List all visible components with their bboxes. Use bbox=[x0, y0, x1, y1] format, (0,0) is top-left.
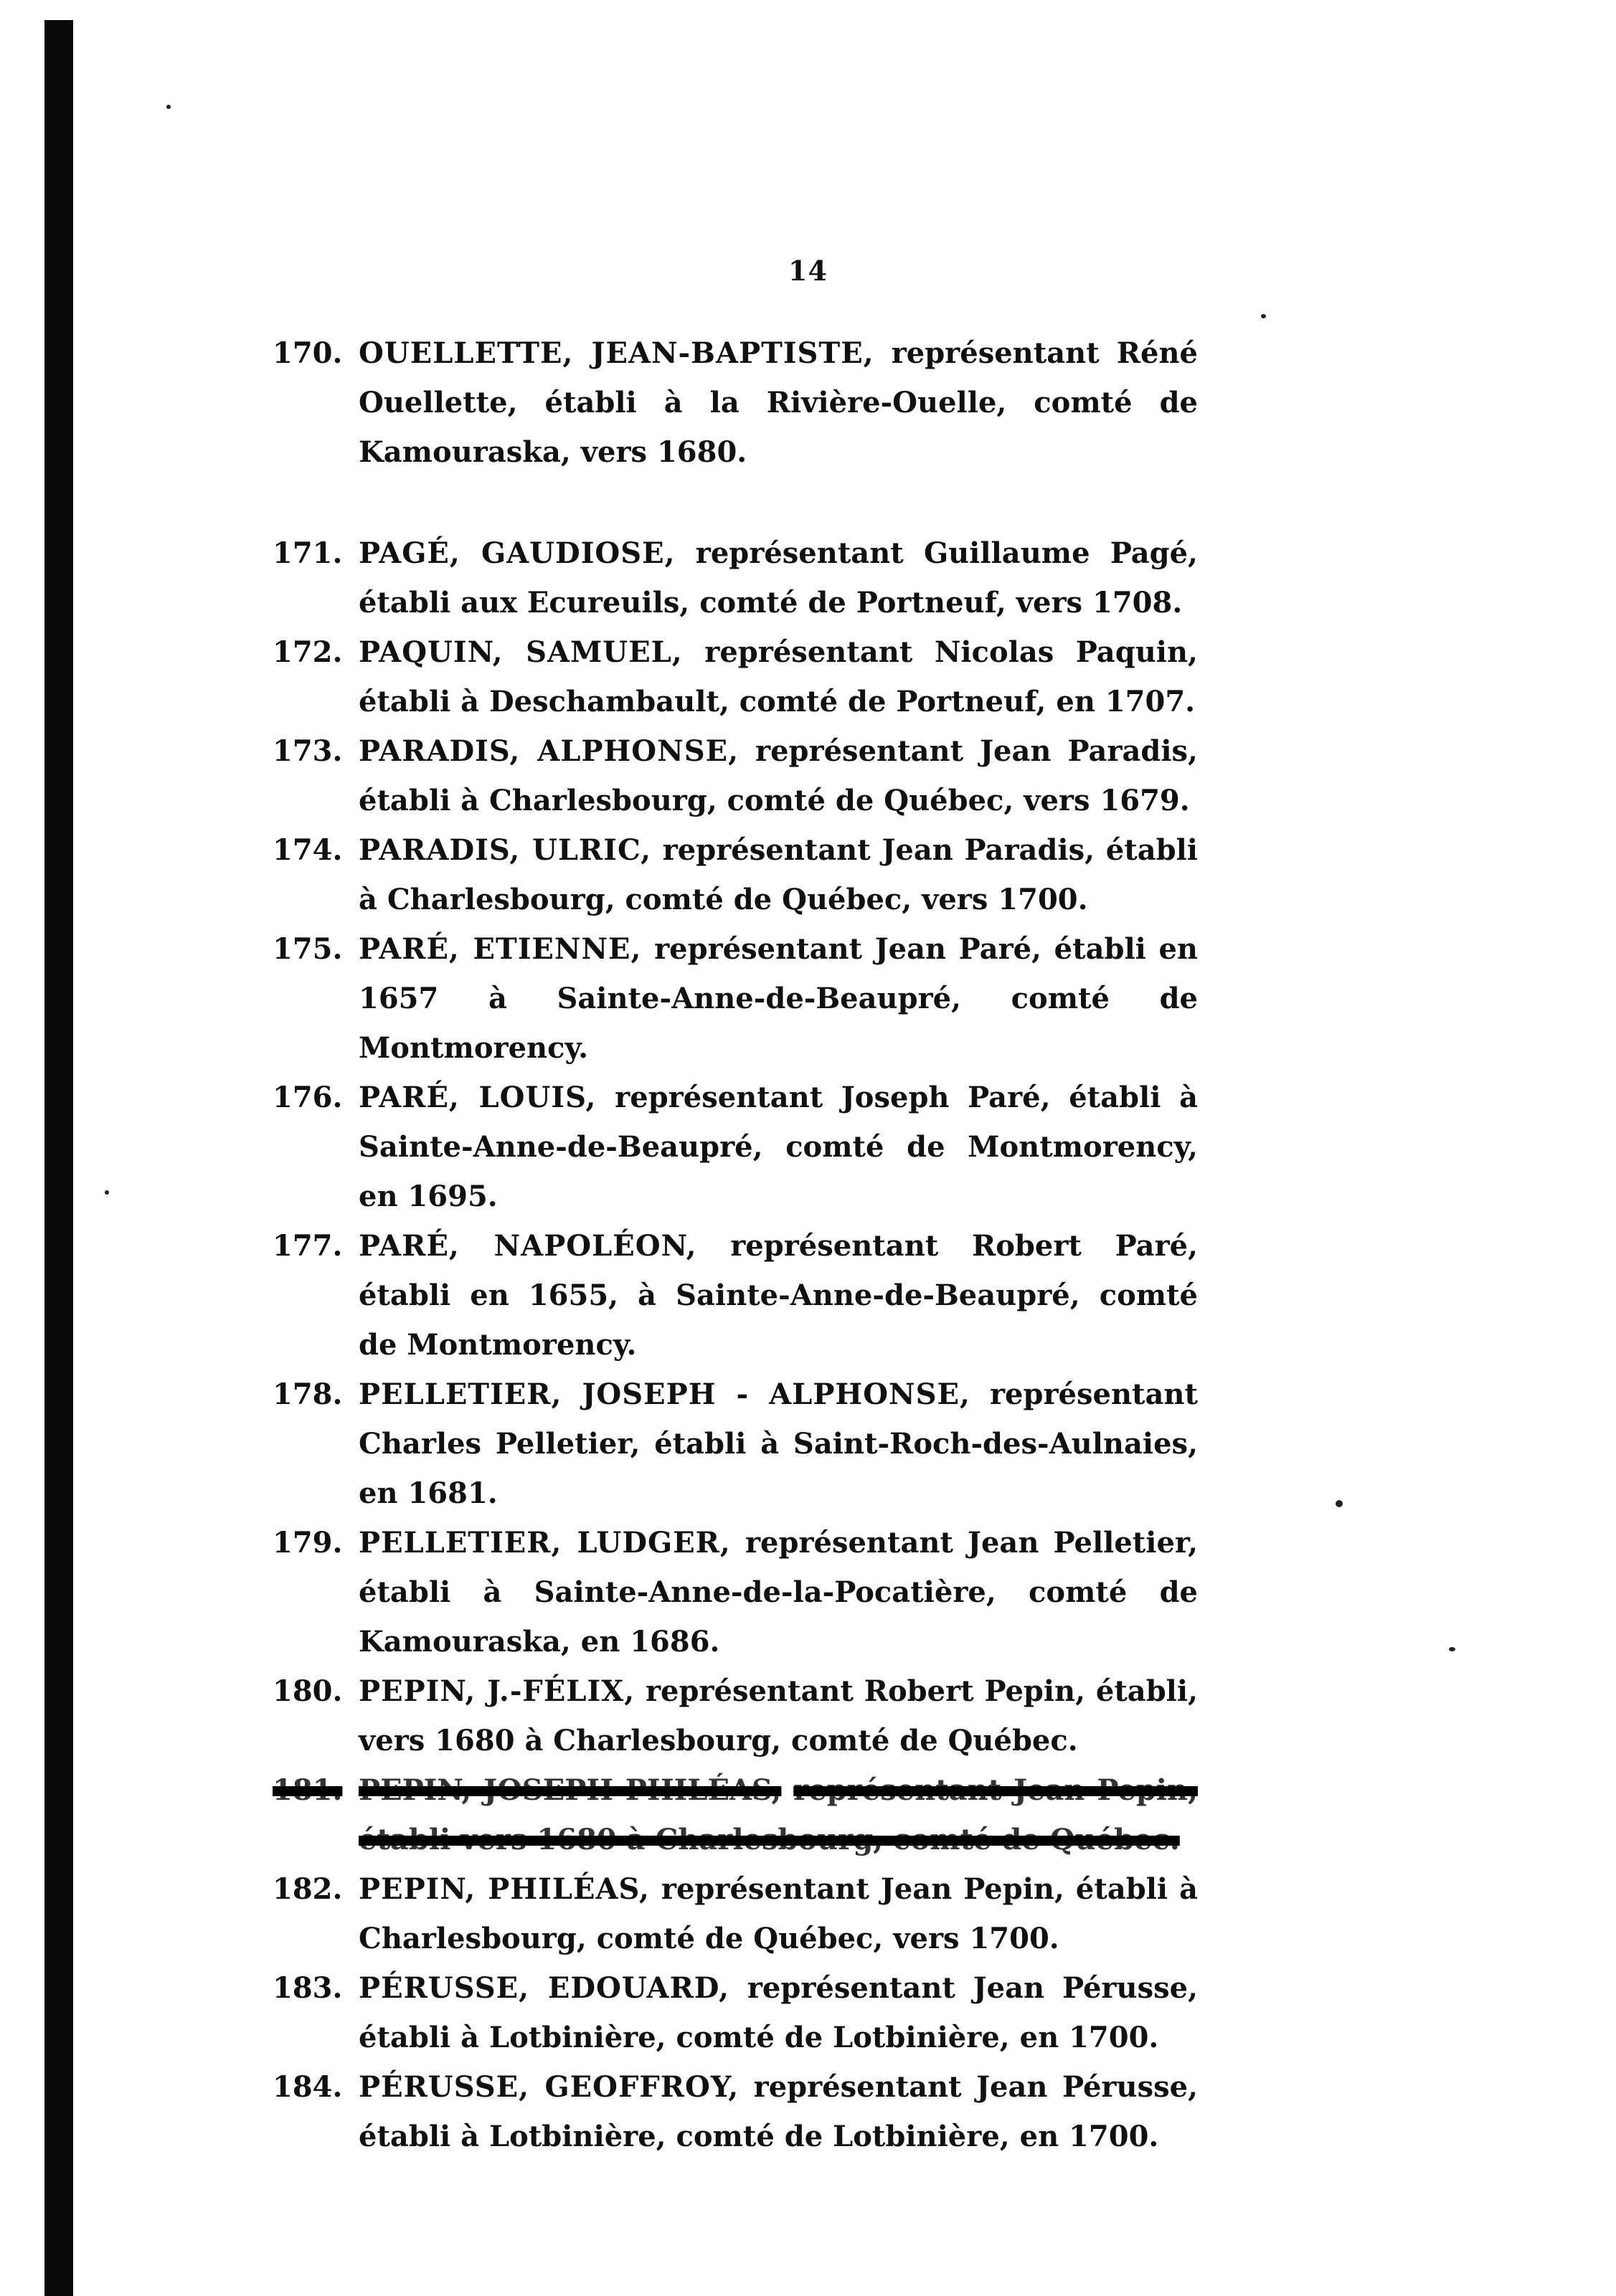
scan-speck bbox=[105, 1190, 109, 1195]
entry-number: 175. bbox=[273, 932, 343, 966]
entry-text: représentant Jean Paradis, établi à Charlesbourg, comté de Québec, vers 1700. bbox=[359, 833, 1198, 916]
scan-speck bbox=[1261, 314, 1266, 318]
entry-name: PARÉ, LOUIS, bbox=[359, 1081, 597, 1114]
register-entry bbox=[273, 726, 1198, 825]
entry-name: PARADIS, ALPHONSE, bbox=[359, 734, 740, 768]
entry-number: 171. bbox=[273, 536, 343, 570]
entry-number: 174. bbox=[273, 833, 343, 867]
entry-name: PÉRUSSE, GEOFFROY, bbox=[359, 2070, 740, 2104]
entry-name: PARÉ, NAPOLÉON, bbox=[359, 1229, 697, 1263]
register-entry bbox=[273, 2062, 1198, 2161]
binding-edge bbox=[44, 20, 73, 2296]
entry-text: représentant Réné Ouellette, établi à la Rivière-Ouelle, comté de Kamouraska, vers 1680. bbox=[359, 336, 1198, 469]
register-entry bbox=[273, 1073, 1198, 1221]
register-entry bbox=[273, 1666, 1198, 1765]
register-entries bbox=[273, 328, 1198, 2161]
entry-text: représentant Jean Paradis, établi à Charlesbourg, comté de Québec, vers 1679. bbox=[359, 734, 1198, 817]
entry-text: représentant Jean Pepin, établi à Charlesbourg, comté de Québec, vers 1700. bbox=[359, 1872, 1199, 1955]
entry-text: représentant Guillaume Pagé, établi aux Ecureuils, comté de Portneuf, vers 1708. bbox=[359, 536, 1198, 620]
entry-number: 184. bbox=[273, 2070, 343, 2104]
entry-name: PÉRUSSE, EDOUARD, bbox=[359, 1971, 729, 2005]
register-entry bbox=[273, 1963, 1198, 2062]
entry-name: PELLETIER, JOSEPH - ALPHONSE, bbox=[359, 1377, 970, 1411]
entry-name: PEPIN, JOSEPH-PHILÉAS, bbox=[359, 1773, 782, 1807]
entry-text: représentant Robert Paré, établi en 1655, à Sainte-Anne-de-Beaupré, comté de Montmorency. bbox=[359, 1229, 1198, 1362]
entry-number: 173. bbox=[273, 734, 343, 768]
register-entry bbox=[273, 1864, 1198, 1963]
scan-speck bbox=[1336, 1500, 1343, 1507]
entry-text: représentant Jean Paré, établi en 1657 à Sainte-Anne-de-Beaupré, comté de Montmorency. bbox=[359, 932, 1198, 1065]
entry-number: 181. bbox=[273, 1773, 343, 1807]
register-entry bbox=[273, 328, 1198, 477]
scan-speck bbox=[1449, 1647, 1455, 1651]
register-entry bbox=[273, 627, 1198, 726]
entry-name: PARÉ, ETIENNE, bbox=[359, 932, 642, 966]
register-entry bbox=[273, 1370, 1198, 1518]
entry-text: représentant Jean Pérusse, établi à Lotbinière, comté de Lotbinière, en 1700. bbox=[359, 2070, 1198, 2153]
entry-number: 172. bbox=[273, 635, 343, 669]
register-entry-struck-out bbox=[273, 1765, 1198, 1864]
entry-name: PEPIN, PHILÉAS, bbox=[359, 1872, 650, 1906]
entry-number: 183. bbox=[273, 1971, 343, 2005]
entry-number: 177. bbox=[273, 1229, 343, 1263]
scan-speck bbox=[166, 105, 171, 109]
register-entry bbox=[273, 528, 1198, 627]
register-entry bbox=[273, 1221, 1198, 1370]
entry-text: représentant Robert Pepin, établi, vers 1680 à Charlesbourg, comté de Québec. bbox=[359, 1674, 1198, 1757]
entry-text: représentant Jean Pepin, établi vers 1680 à Charlesbourg, comté de Québec. bbox=[359, 1773, 1198, 1856]
entry-number: 170. bbox=[273, 336, 343, 370]
entry-number: 179. bbox=[273, 1526, 343, 1560]
entry-text: représentant Nicolas Paquin, établi à Deschambault, comté de Portneuf, en 1707. bbox=[359, 635, 1198, 718]
register-entry bbox=[273, 924, 1198, 1073]
entry-number: 178. bbox=[273, 1377, 343, 1411]
register-entry bbox=[273, 1518, 1198, 1666]
entry-text: représentant Jean Pérusse, établi à Lotbinière, comté de Lotbinière, en 1700. bbox=[359, 1971, 1198, 2054]
entry-name: PARADIS, ULRIC, bbox=[359, 833, 651, 867]
page-number: 14 bbox=[788, 255, 828, 287]
entry-text: représentant Jean Pelletier, établi à Sainte-Anne-de-la-Pocatière, comté de Kamouraska, en 1686. bbox=[359, 1526, 1198, 1659]
entry-name: PAQUIN, SAMUEL, bbox=[359, 635, 683, 669]
entry-number: 176. bbox=[273, 1081, 343, 1114]
entry-name: PAGÉ, GAUDIOSE, bbox=[359, 536, 676, 570]
entry-number: 182. bbox=[273, 1872, 343, 1906]
entry-name: OUELLETTE, JEAN-BAPTISTE, bbox=[359, 336, 874, 370]
register-entry bbox=[273, 825, 1198, 924]
entry-number: 180. bbox=[273, 1674, 343, 1708]
entry-name: PEPIN, J.-FÉLIX, bbox=[359, 1674, 635, 1708]
entry-text: représentant Joseph Paré, établi à Sainte-Anne-de-Beaupré, comté de Montmorency, en 1695. bbox=[359, 1081, 1199, 1213]
entry-name: PELLETIER, LUDGER, bbox=[359, 1526, 731, 1560]
entry-text: représentant Charles Pelletier, établi à Saint-Roch-des-Aulnaies, en 1681. bbox=[359, 1377, 1198, 1510]
